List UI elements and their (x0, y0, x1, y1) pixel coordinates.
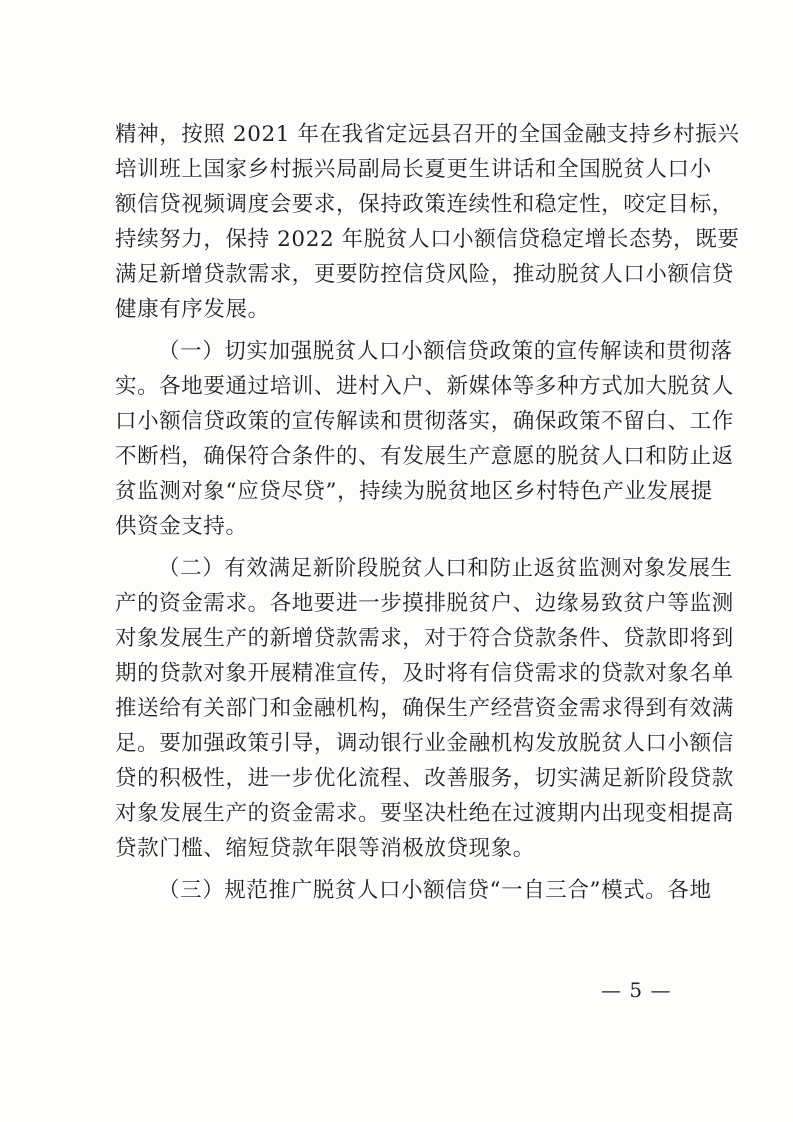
text-line: 贫监测对象“应贷尽贷”，持续为脱贫地区乡村特色产业发展提 (115, 479, 713, 504)
paragraph-2 (115, 334, 734, 544)
text-line: 口小额信贷政策的宣传解读和贯彻落实，确保政策不留白、工作 (115, 409, 734, 434)
page-number: — 5 — (601, 978, 672, 1002)
text-line: 额信贷视频调度会要求，保持政策连续性和稳定性，咬定目标， (115, 192, 734, 217)
text-line: 实。各地要通过培训、进村入户、新媒体等多种方式加大脱贫人 (115, 374, 734, 399)
text-line: 贷的积极性，进一步优化流程、改善服务，切实满足新阶段贷款 (115, 766, 734, 791)
text-line: 持续努力，保持 2022 年脱贫人口小额信贷稳定增长态势，既要 (115, 227, 740, 252)
text-line: 产的资金需求。各地要进一步摸排脱贫户、边缘易致贫户等监测 (115, 591, 734, 616)
body-text (115, 117, 740, 908)
text-line: 供资金支持。 (115, 514, 248, 539)
section-heading-2: （二）有效满足新阶段脱贫人口和防止返贫监测对象发展生 (158, 556, 733, 581)
paragraph-1 (115, 117, 740, 327)
text-line: 贷款门槛、缩短贷款年限等消极放贷现象。 (115, 836, 535, 861)
text-line: 对象发展生产的资金需求。要坚决杜绝在过渡期内出现变相提高 (115, 801, 734, 826)
paragraph-4 (115, 873, 712, 908)
text-line: 精神，按照 2021 年在我省定远县召开的全国金融支持乡村振兴 (115, 122, 740, 147)
text-line: 期的贷款对象开展精准宣传，及时将有信贷需求的贷款对象名单 (115, 661, 734, 686)
text-line: 不断档，确保符合条件的、有发展生产意愿的脱贫人口和防止返 (115, 444, 734, 469)
text-line: 满足新增贷款需求，更要防控信贷风险，推动脱贫人口小额信贷 (115, 262, 734, 287)
paragraph-3 (115, 551, 734, 866)
text-line: 培训班上国家乡村振兴局副局长夏更生讲话和全国脱贫人口小 (115, 157, 712, 182)
text-line: 对象发展生产的新增贷款需求，对于符合贷款条件、贷款即将到 (115, 626, 734, 651)
section-heading-1: （一）切实加强脱贫人口小额信贷政策的宣传解读和贯彻落 (158, 339, 733, 364)
text-line: 推送给有关部门和金融机构，确保生产经营资金需求得到有效满 (115, 696, 734, 721)
text-line: 健康有序发展。 (115, 297, 270, 322)
section-heading-3: （三）规范推广脱贫人口小额信贷“一自三合”模式。各地 (158, 878, 712, 903)
text-line: 足。要加强政策引导，调动银行业金融机构发放脱贫人口小额信 (115, 731, 734, 756)
